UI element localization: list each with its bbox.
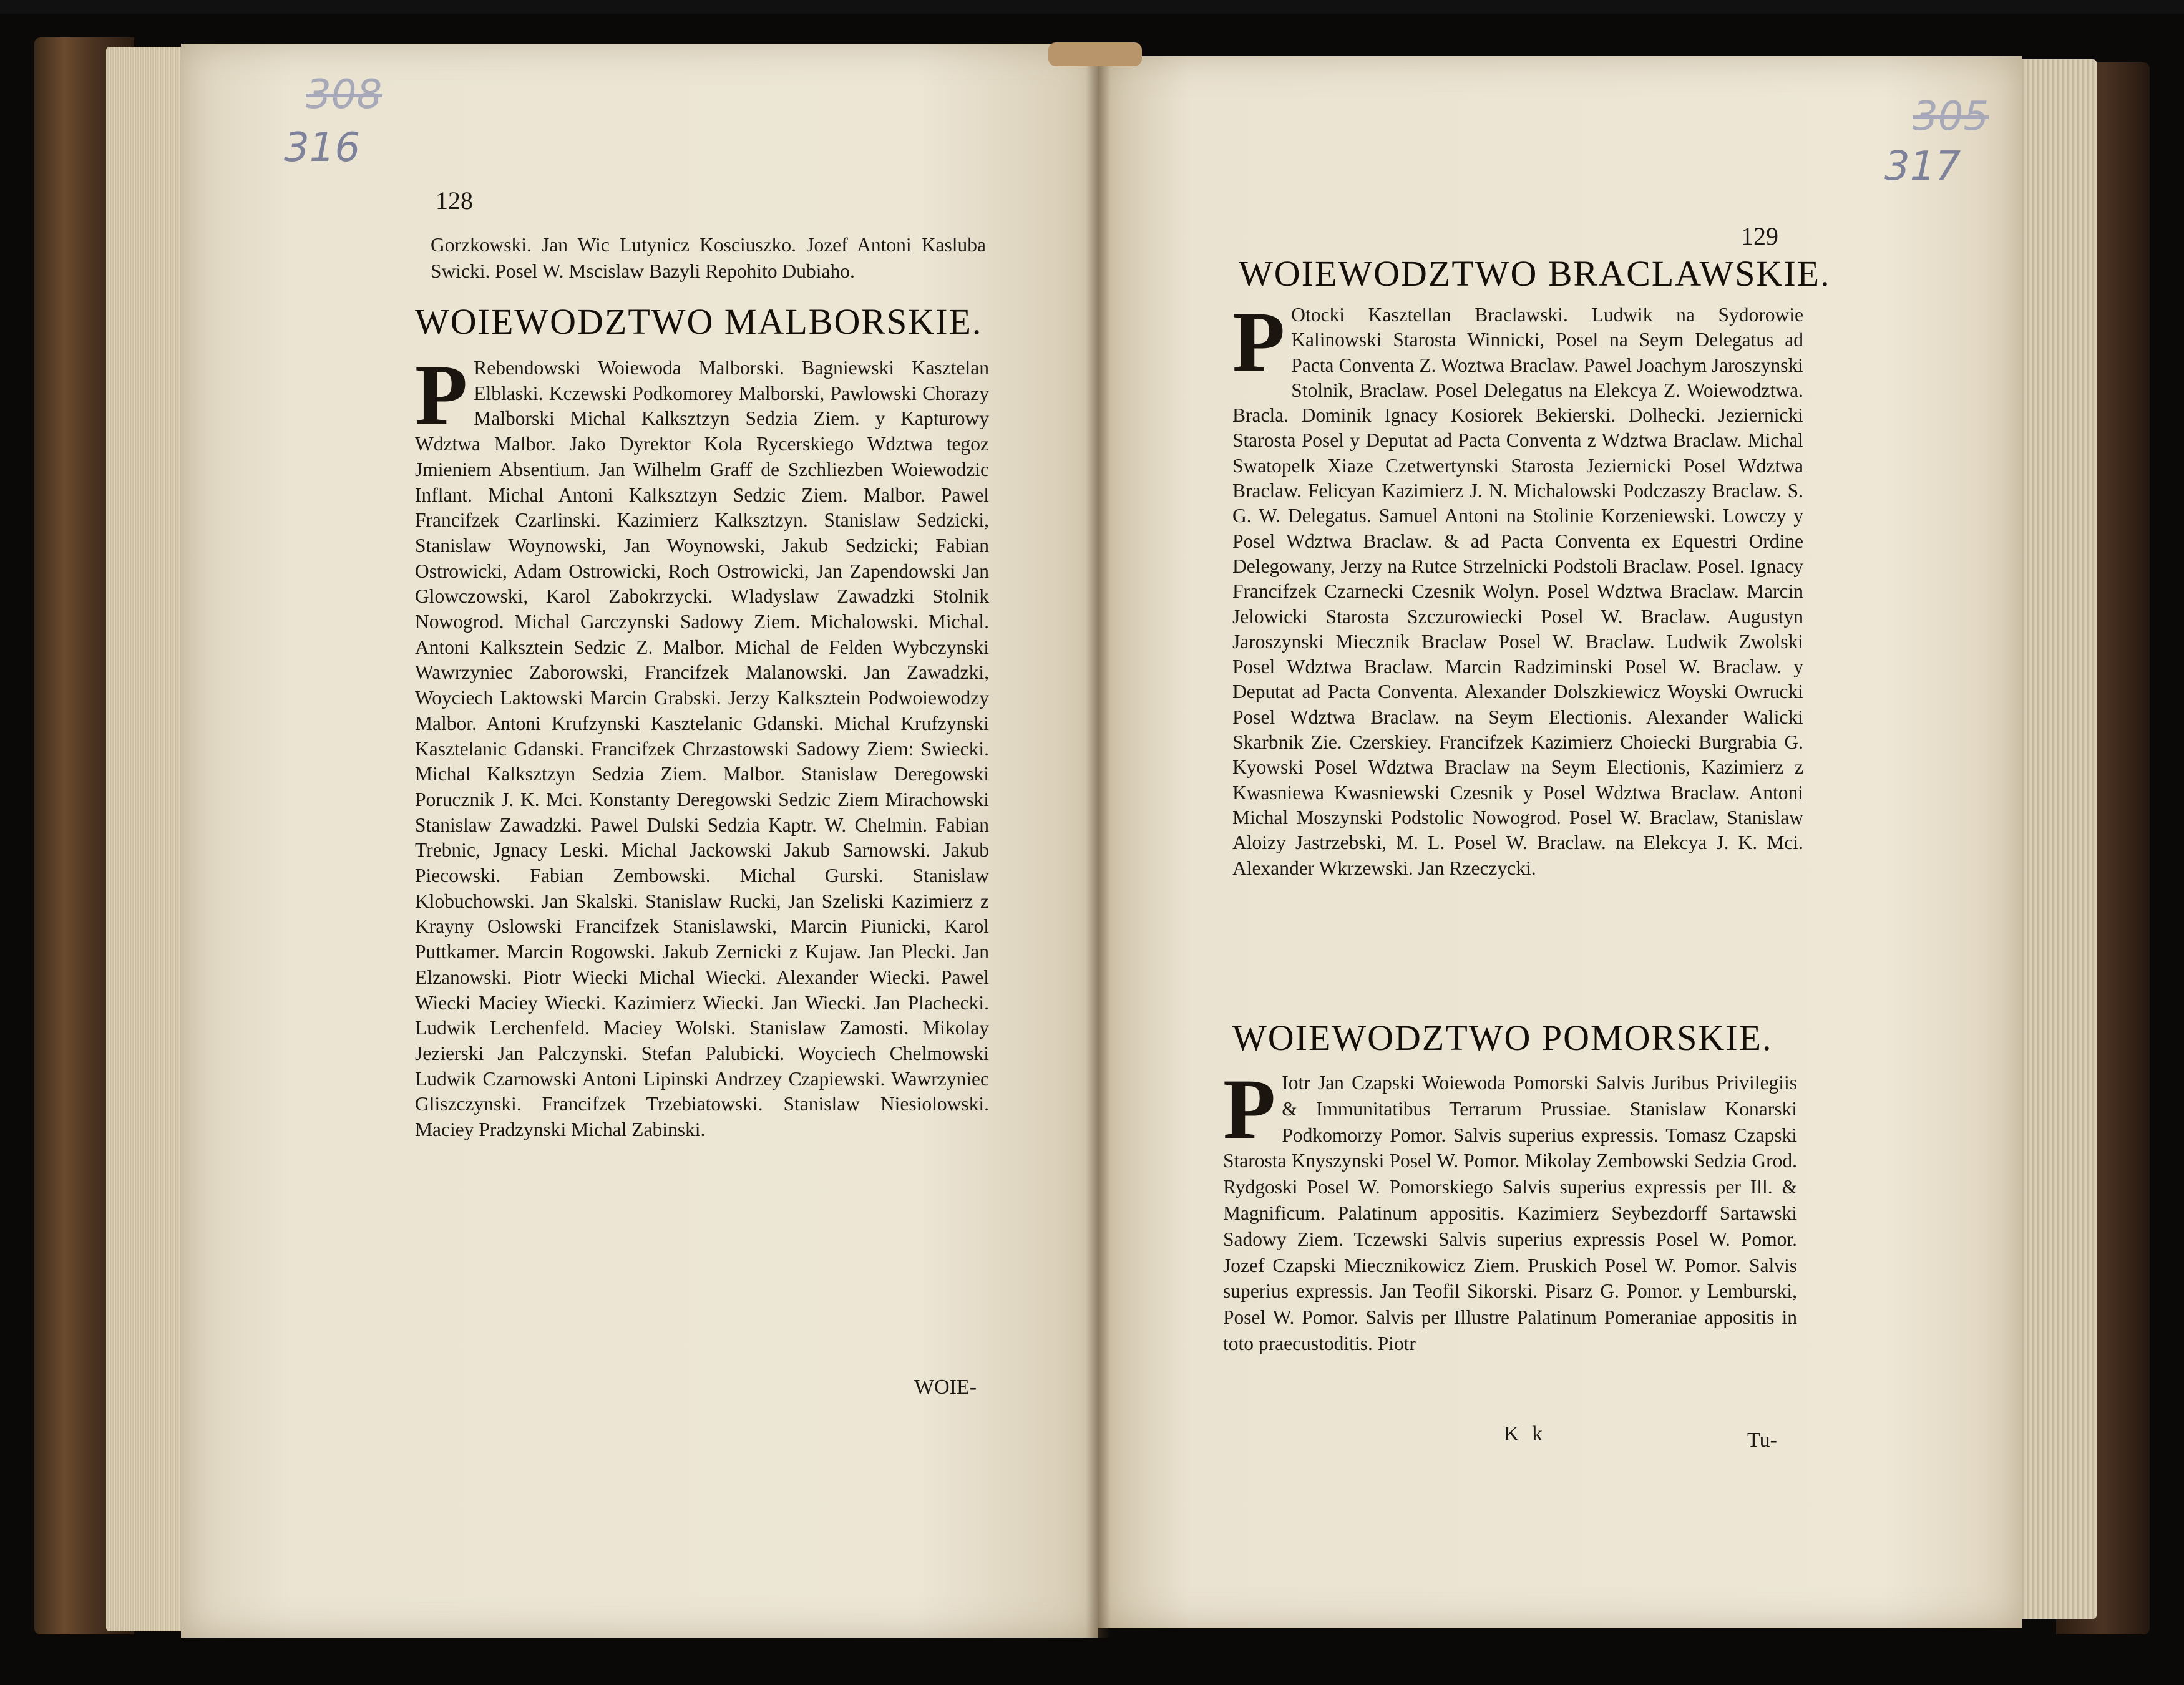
right-body-2-text: Iotr Jan Czapski Woiewoda Pomorski Salvis Juribus Privilegiis & Immunitatibus Terrarum Prussiae. Stanislaw Konarski Podkomorzy Pomor. Salvis superius expressis. Tomasz Czapski Starosta Knyszynski Posel W. Pomor. Mikolay Zembowski Sedzia Grod. Rydgoski Posel W. Pomorskiego Salvis superius expressis per Ill. & Magnificum. Palatinum appositis. Kazimierz Seybezdorff Sartawski Sadowy Ziem. Tczewski Salvis superius expressis Posel W. Pomor. Jozef Czapski Miecznikowicz Ziem. Pruskich Posel W. Pomor. Salvis superius expressis. Jan Teofil Sikorski. Pisarz G. Pomor. y Lemburski, Posel W. Pomor. Salvis per Illustre Palatinum Pomeraniae appositis in toto praecustoditis. Piotr <box>1223 1072 1797 1354</box>
page-edges-right <box>2009 59 2097 1619</box>
pencil-folio-left-new: 316 <box>284 125 361 171</box>
dropcap-left: P <box>415 347 468 442</box>
signature-mark: K k <box>1504 1422 1547 1445</box>
heading-pomorskie: WOIEWODZTWO POMORSKIE. <box>1232 1017 1773 1058</box>
pencil-folio-right-old: 305 <box>1913 94 1989 140</box>
heading-braclawskie: WOIEWODZTWO BRACLAWSKIE. <box>1239 253 1831 294</box>
left-intro-text: Gorzkowski. Jan Wic Lutynicz Kosciuszko. Jozef Antoni Kasluba Swicki. Posel W. Mscislaw Bazyli Repohito Dubiaho. <box>431 234 986 282</box>
left-body-text: Rebendowski Woiewoda Malborski. Bagniewski Kasztelan Elblaski. Kczewski Podkomorey Malborski, Pawlowski Chorazy Malborski Michal Kalksztzyn Sedzia Ziem. y Kapturowy Wdztwa Malbor. Jako Dyrektor Kola Rycerskiego Wdztwa tegoz Jmieniem Absentium. Jan Wilhelm Graff de Szchliezben Woiewodzic Inflant. Michal Antoni Kalksztzyn Sedzic Ziem. Malbor. Pawel Francifzek Czarlinski. Kazimierz Kalksztzyn. Stanislaw Sedzicki, Stanislaw Woynowski, Jan Woynowski, Jakub Sedzicki; Fabian Ostrowicki, Adam Ostrowicki, Roch Ostrowicki, Jan Zapendowski Jan Glowczowski, Karol Zabokrzycki. Wladyslaw Zawadzki Stolnik Nowogrod. Michal Garczynski Sadowy Ziem. Michalowski. Michal. Antoni Kalksztein Sedzic Z. Malbor. Michal de Felden Wybczynski Wawrzyniec Zaborowski, Francifzek Malanowski. Jan Zawadzki, Woyciech Laktowski Marcin Grabski. Jerzy Kalksztein Podwoiewodzy Malbor. Antoni Krufzynski Kasztelanic Gdanski. Michal Krufzynski Kasztelanic Gdanski. Francifzek Chrzastowski Sadowy Ziem: Swiecki. Michal Kalksztzyn Sedzia Ziem. Malbor. Stanislaw Deregowski Porucznik J. K. Mci. Konstanty Deregowski Sedzic Ziem Mirachowski Stanislaw Zawadzki. Pawel Dulski Sedzia Kaptr. W. Chelmin. Fabian Trebnic, Jgnacy Leski. Michal Jackowski Jakub Sarnowski. Jakub Piecowski. Fabian Zembowski. Michal Gurski. Stanislaw Klobuchowski. Jan Skalski. Stanislaw Rucki, Jan Szeliski Kazimierz z Krayny Oslowski Francifzek Stanislawski, Marcin Piunicki, Karol Puttkamer. Marcin Rogowski. Jakub Zernicki z Kujaw. Jan Plecki. Jan Elzanowski. Piotr Wiecki Michal Wiecki. Alexander Wiecki. Pawel Wiecki Maciey Wiecki. Kazimierz Wiecki. Jan Wiecki. Jan Plachecki. Ludwik Lerchenfeld. Maciey Wolski. Stanislaw Zamosti. Mikolay Jezierski Jan Palczynski. Stefan Palubicki. Woyciech Chelmowski Ludwik Czarnowski Antoni Lipinski Andrzey Czapiewski. Wawrzyniec Gliszczynski. Francifzek Trzebiatowski. Stanislaw Niesiolowski. Maciey Pradzynski Michal Zabinski. <box>415 357 989 1141</box>
dropcap-right-1: P <box>1232 294 1285 389</box>
dropcap-right-2: P <box>1223 1061 1276 1157</box>
catchword-right: Tu- <box>1747 1429 1777 1452</box>
pencil-folio-left-old: 308 <box>306 72 383 118</box>
right-body-1-text: Otocki Kasztellan Braclawski. Ludwik na Sydorowie Kalinowski Starosta Winnicki, Posel na Seym Delegatus ad Pacta Conventa Z. Woztwa Braclaw. Pawel Joachym Jaroszynski Stolnik, Braclaw. Posel Delegatus na Elekcya Z. Woiewodztwa. Bracla. Dominik Ignacy Kosiorek Bekierski. Dolhecki. Jeziernicki Starosta Posel y Deputat ad Pacta Conventa z Wdztwa Braclaw. Michal Swatopelk Xiaze Czetwertynski Starosta Jeziernicki Posel Wdztwa Braclaw. Felicyan Kazimierz J. N. Michalowski Podczaszy Braclaw. S. G. W. Delegatus. Samuel Antoni na Stolinie Korzeniewski. Lowczy y Posel Wdztwa Braclaw. & ad Pacta Conventa ex Equestri Ordine Delegowany, Jerzy na Rutce Strzelnicki Podstoli Braclaw. Posel. Ignacy Francifzek Czarnecki Czesnik Wolyn. Posel Wdztwa Braclaw. Marcin Jelowicki Starosta Szczurowiecki Posel W. Braclaw. Augustyn Jaroszynski Miecznik Braclaw Posel W. Braclaw. Ludwik Zwolski Posel Wdztwa Braclaw. Marcin Radziminski Posel W. Braclaw. y Deputat ad Pacta Conventa. Alexander Dolszkiewicz Woyski Owrucki Posel Wdztwa Braclaw. na Seym Electionis. Alexander Walicki Skarbnik Zie. Czerskiey. Francifzek Kazimierz Choiecki Burgrabia G. Kyowski Posel Wdztwa Braclaw na Seym Electionis, Kazimierz z Kwasniewa Kwasniewski Czesnik y Posel Wdztwa Braclaw. Antoni Michal Moszynski Podstolic Nowogrod. Posel W. Braclaw, Stanislaw Aloizy Jastrzebski, M. L. Posel W. Braclaw. na Elekcya J. K. Mci. Alexander Wkrzewski. Jan Rzeczycki. <box>1232 304 1803 879</box>
right-body-2 <box>1223 1061 1797 1357</box>
catchword-left: WOIE- <box>914 1376 977 1399</box>
book-gutter <box>1086 44 1111 1638</box>
page-number-right: 129 <box>1741 222 1778 250</box>
pencil-folio-right-new: 317 <box>1884 143 1961 190</box>
spine-tab <box>1048 42 1142 66</box>
top-scale-bar <box>0 0 2184 14</box>
heading-malborskie: WOIEWODZTWO MALBORSKIE. <box>415 301 983 342</box>
page-number-left: 128 <box>436 187 473 215</box>
left-body <box>415 347 989 1143</box>
right-body-1 <box>1232 294 1803 881</box>
page-edges-left <box>106 47 187 1631</box>
